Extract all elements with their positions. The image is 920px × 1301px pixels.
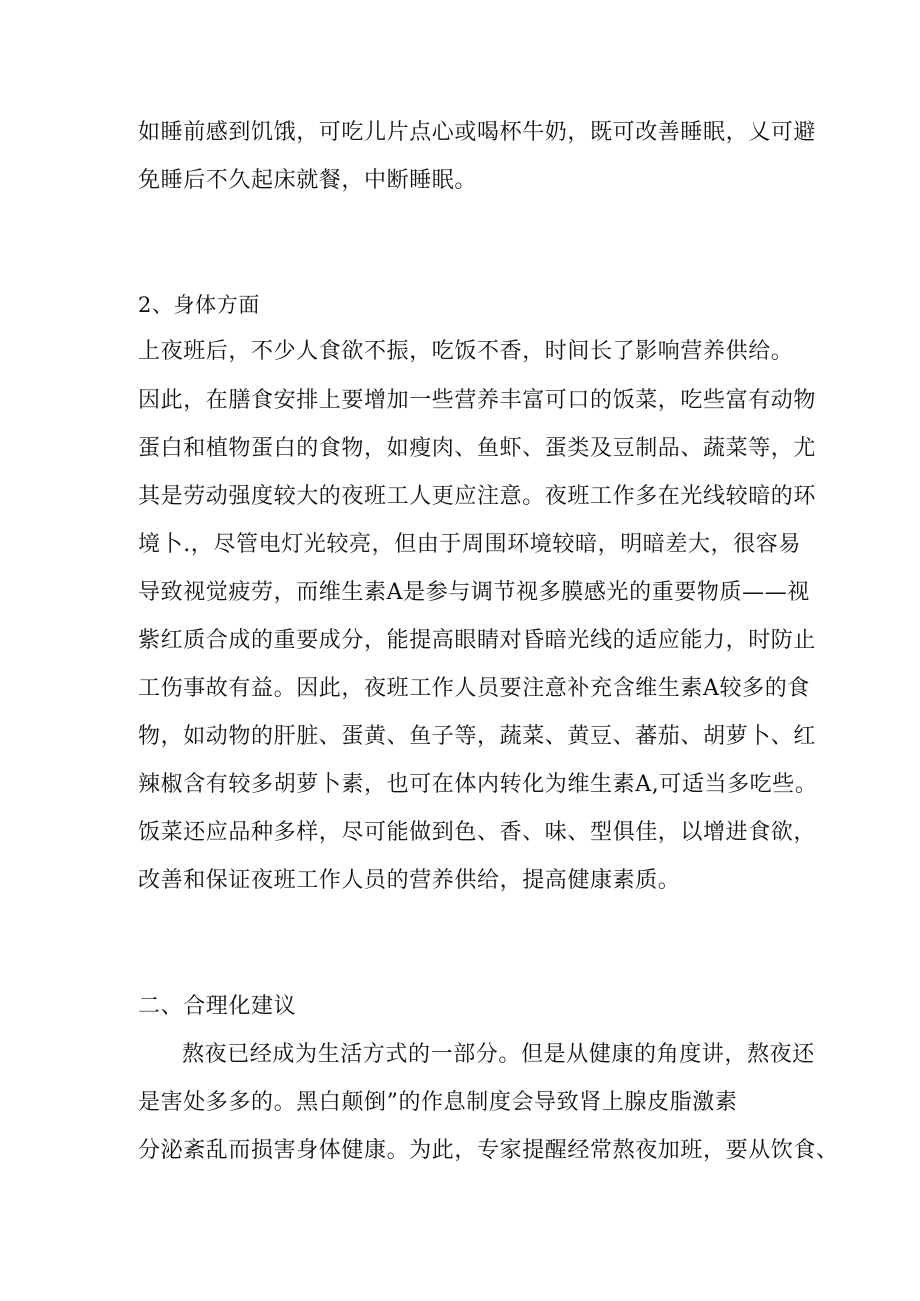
section-2-line-11: 饭菜还应品种多样，尽可能做到色、香、味、型俱佳，以增进食欲，: [138, 820, 817, 845]
section-2-line-12: 改善和保证夜班工作人员的营养供给，提高健康素质。: [138, 868, 681, 893]
section-2-line-10: 辣椒含有较多胡萝卜素，也可在体内转化为维生素A,可适当多吃些。: [138, 772, 818, 797]
section-2-line-4: 其是劳动强度较大的夜班工人更应注意。夜班工作多在光线较暗的环: [138, 484, 817, 509]
part-2-line-3: 分泌紊乱而损害身体健康。为此，专家提醒经常熬夜加班，要从饮食、: [138, 1138, 839, 1163]
section-2-line-7: 紫红质合成的重要成分，能提高眼睛对昏暗光线的适应能力，时防止: [138, 628, 817, 653]
section-2-line-2: 因此，在膳食安排上要增加一些营养丰富可口的饭菜，吃些富有动物: [138, 388, 817, 413]
section-2-line-6: 导致视觉疲劳，而维生素A是参与调节视多膜感光的重要物质——视: [138, 580, 810, 605]
part-2-heading: 二、合理化建议: [138, 994, 297, 1019]
section-2-heading: 2、身体方面: [138, 293, 260, 317]
section-2-line-3: 蛋白和植物蛋白的食物，如瘦肉、鱼虾、蛋类及豆制品、蔬菜等，尤: [138, 436, 817, 461]
part-2-line-2: 是害处多多的。黑白颠倒”的作息制度会导致肾上腺皮脂激素: [138, 1090, 738, 1115]
part-2-line-1: 熬夜已经成为生活方式的一部分。但是从健康的角度讲，熬夜还: [182, 1042, 815, 1067]
section-2-line-1: 上夜班后，不少人食欲不振，吃饭不香，时间长了影响营养供给。: [138, 339, 794, 364]
section-2-line-9: 物，如动物的肝脏、蛋黄、鱼子等，蔬菜、黄豆、蕃茄、胡萝卜、红: [138, 724, 817, 749]
intro-line-1: 如睡前感到饥饿，可吃儿片点心或喝杯牛奶，既可改善睡眠，乂可避: [138, 120, 817, 145]
section-2-line-8: 工伤事故有益。因此，夜班工作人员要注意补充含维生素A较多的食: [138, 676, 810, 701]
section-2-line-5: 境卜.，尽管电灯光较亮，但由于周围环境较暗，明暗差大，很容易: [138, 532, 801, 557]
intro-line-2: 免睡后不久起床就餐，中断睡眠。: [138, 168, 478, 193]
